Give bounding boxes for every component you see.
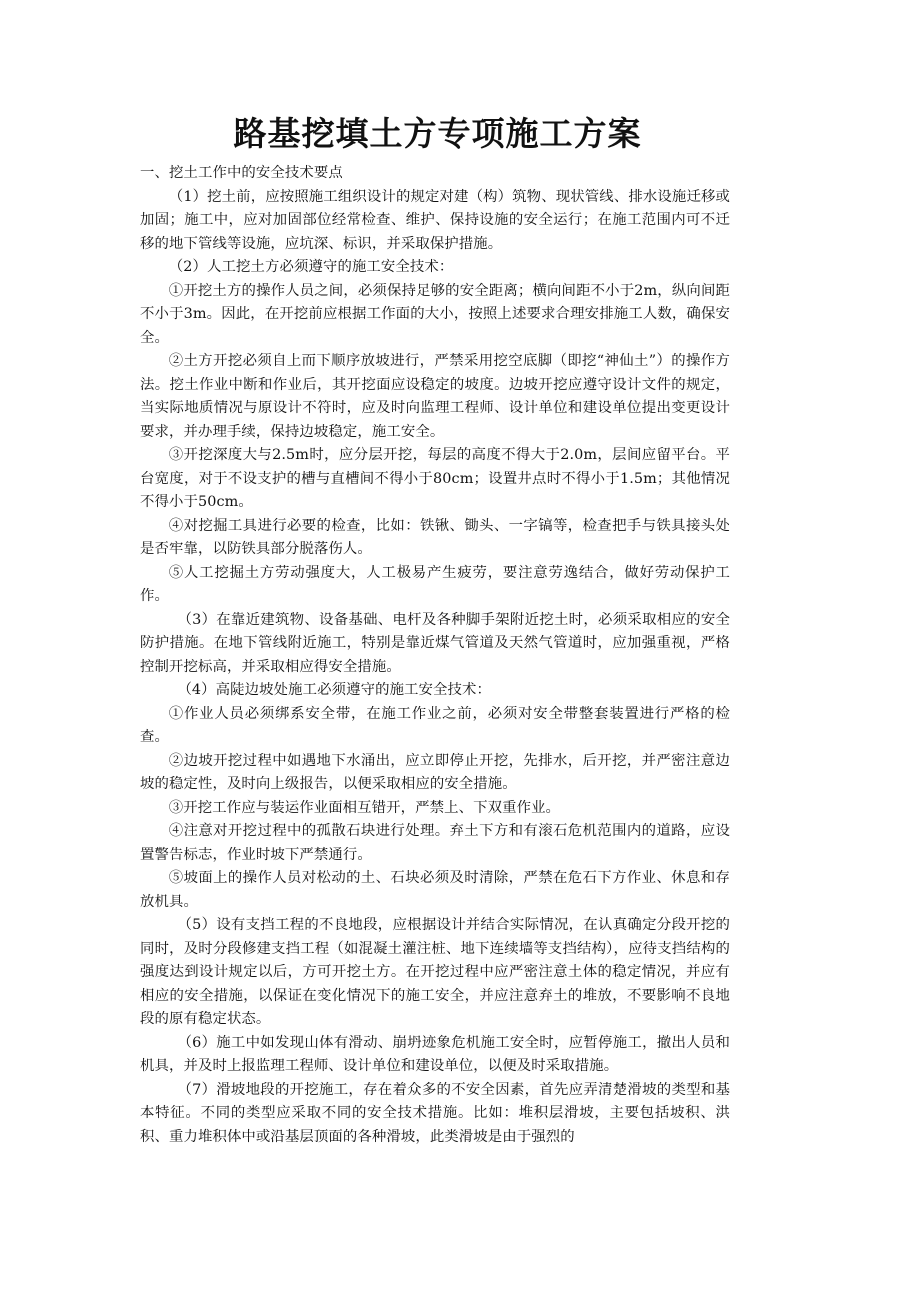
- paragraph: ①开挖土方的操作人员之间，必须保持足够的安全距离；横向间距不小于2m，纵向间距不小于3m。因此，在开挖前应根据工作面的大小，按照上述要求合理安排施工人数，确保安全。: [140, 282, 730, 346]
- paragraph: （7）滑坡地段的开挖施工，存在着众多的不安全因素，首先应弄清楚滑坡的类型和基本特征。不同的类型应采取不同的安全技术措施。比如：堆积层滑坡，主要包括坡积、洪积、重力堆积体中或沿基层顶面的各种滑坡，此类滑坡是由于强烈的: [140, 1081, 730, 1145]
- document-page: [140, 112, 730, 1149]
- paragraph: ②土方开挖必须自上而下顺序放坡进行，严禁采用挖空底脚（即挖“神仙土”）的操作方法。挖土作业中断和作业后，其开挖面应设稳定的坡度。边坡开挖应遵守设计文件的规定，当实际地质情况与原设计不符时，应及时向监理工程师、设计单位和建设单位提出变更设计要求，并办理手续，保持边坡稳定，施工安全。: [140, 353, 730, 440]
- paragraph: （4）高陡边坡处施工必须遵守的施工安全技术：: [177, 682, 491, 698]
- paragraph: ②边坡开挖过程中如遇地下水涌出，应立即停止开挖，先排水，后开挖，并严密注意边坡的稳定性，及时向上级报告，以便采取相应的安全措施。: [140, 752, 730, 792]
- paragraph: ④对挖掘工具进行必要的检查，比如：铁锹、锄头、一字镐等，检查把手与铁具接头处是否牢靠，以防铁具部分脱落伤人。: [140, 517, 730, 557]
- document-title: 路基挖填土方专项施工方案: [233, 114, 642, 153]
- paragraph: ④注意对开挖过程中的孤散石块进行处理。弃土下方和有滚石危机范围内的道路，应设置警告标志，作业时坡下严禁通行。: [140, 823, 730, 863]
- paragraph: （2）人工挖土方必须遵守的施工安全技术：: [168, 259, 454, 275]
- paragraph: ③开挖工作应与装运作业面相互错开，严禁上、下双重作业。: [168, 799, 561, 816]
- paragraph: （3）在靠近建筑物、设备基础、电杆及各种脚手架附近挖土时，必须采取相应的安全防护措施。在地下管线附近施工，特别是靠近煤气管道及天然气管道时，应加强重视，严格控制开挖标高，并采取相应得安全措施。: [140, 611, 730, 675]
- paragraph: （1）挖土前，应按照施工组织设计的规定对建（构）筑物、现状管线、排水设施迁移或加固；施工中，应对加固部位经常检查、维护、保持设施的安全运行；在施工范围内可不迁移的地下管线等设施，应坑深、标识，并采取保护措施。: [140, 188, 730, 252]
- paragraph: （5）设有支挡工程的不良地段，应根据设计并结合实际情况，在认真确定分段开挖的同时，及时分段修建支挡工程（如混凝土灌注桩、地下连续墙等支挡结构），应待支挡结构的强度达到设计规定以后，方可开挖土方。在开挖过程中应严密注意土体的稳定情况，并应有相应的安全措施，以保证在变化情况下的施工安全，并应注意弃土的堆放，不要影响不良地段的原有稳定状态。: [140, 917, 730, 1027]
- section-heading: 一、挖土工作中的安全技术要点: [140, 165, 343, 181]
- paragraph: ⑤人工挖掘土方劳动强度大，人工极易产生疲劳，要注意劳逸结合，做好劳动保护工作。: [140, 564, 730, 604]
- paragraph: ③开挖深度大与2.5m时，应分层开挖，每层的高度不得大于2.0m，层间应留平台。平台宽度，对于不设支护的槽与直槽间不得小于80cm；设置井点时不得小于1.5m；其他情况不得小于50cm。: [140, 447, 730, 510]
- paragraph: ①作业人员必须绑系安全带，在施工作业之前，必须对安全带整套装置进行严格的检查。: [140, 705, 730, 745]
- paragraph: ⑤坡面上的操作人员对松动的土、石块必须及时清除，严禁在危石下方作业、休息和存放机具。: [140, 870, 730, 910]
- paragraph: （6）施工中如发现山体有滑动、崩坍迹象危机施工安全时，应暂停施工，撤出人员和机具，并及时上报监理工程师、设计单位和建设单位，以便及时采取措施。: [140, 1034, 730, 1074]
